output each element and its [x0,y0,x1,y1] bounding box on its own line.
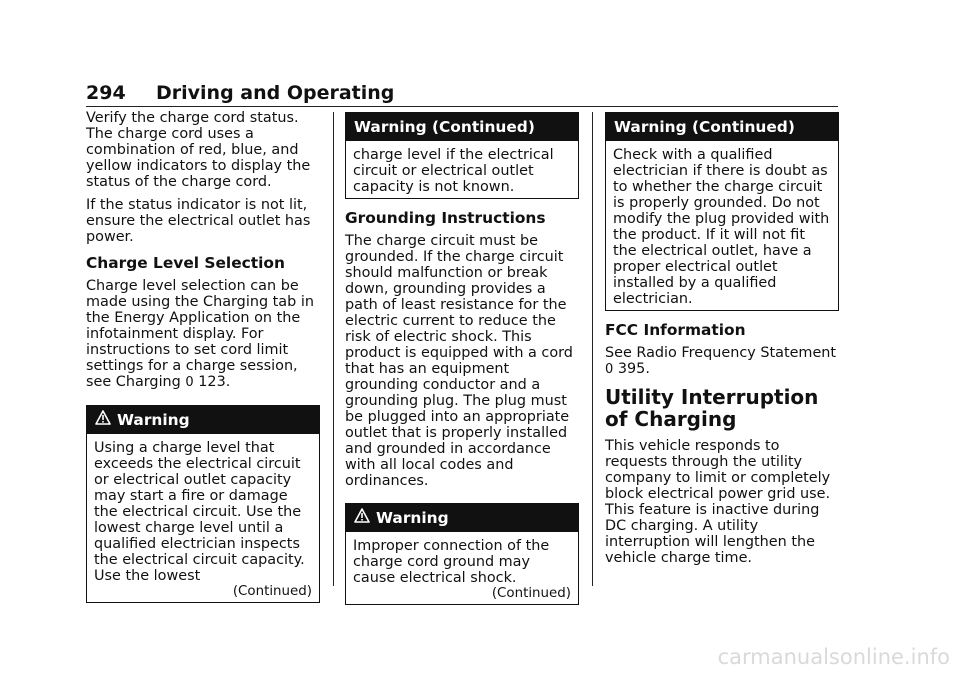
heading-grounding-instructions: Grounding Instructions [345,209,546,227]
paragraph-text: See Radio Frequency Statement [605,345,837,361]
page-number: 294 [86,82,126,104]
paragraph-fcc [605,345,839,378]
warning-header: Warning (Continued) [606,113,838,141]
paragraph-grounding: The charge circuit must be grounded. If the charge circuit should malfunction or break down, grounding provides a path of least resistance for the electric current to reduce the risk of electric shock. This product is equipped with a cord that has an equipment grounding conductor and a grounding plug. The plug must be plugged into an appropriate outlet that is properly installed and grounded in accordance with all local codes and ordinances. [345,233,573,489]
paragraph-utility: This vehicle responds to requests through the utility company to limit or completely block electrical power grid use. This feature is inactive during DC charging. A utility interruption will lengthen the vehicle charge time. [605,438,831,566]
warning-header [346,504,578,532]
page-ref-icon: 0 [605,362,614,377]
section-title: Driving and Operating [156,82,395,104]
page-header [86,82,838,107]
heading-charge-level-selection: Charge Level Selection [86,254,285,272]
warning-triangle-icon [95,406,111,434]
paragraph-charge-level [86,278,320,391]
warning-body [346,532,578,604]
page-ref-icon: 0 [185,375,194,390]
page-ref-link[interactable]: 123. [198,374,231,390]
warning-header: Warning (Continued) [346,113,578,141]
paragraph-status-indicator: If the status indicator is not lit, ensure the electrical outlet has power. [86,197,311,245]
column-divider [592,112,593,586]
paragraph-text: Charge level selection can be made using the Charging tab in the Energy Application on the infotainment display. For instructions to set cord limit settings for a charge session, see Charging [86,278,314,390]
column-2 [345,110,579,615]
watermark: carmanualsonline.info [717,645,950,669]
warning-continued-box [345,112,579,199]
heading-fcc-information: FCC Information [605,321,746,339]
warning-body: charge level if the electrical circuit or electrical outlet capacity is not known. [353,147,554,195]
column-1 [86,110,320,613]
warning-body: Check with a qualified electrician if there is doubt as to whether the charge circuit is properly grounded. Do not modify the plug provided with the product. If it will not fit the electrical outlet, have a proper electrical outlet installed by a qualified electrician. [613,147,830,307]
warning-header [87,406,319,434]
page-ref-link[interactable]: 395. [617,361,650,377]
warning-box [345,503,579,605]
warning-continued-box [605,112,839,311]
continued-label: (Continued) [232,584,312,599]
warning-triangle-icon [354,504,370,532]
warning-text: Using a charge level that exceeds the electrical circuit or electrical outlet capacity may start a fire or damage the electrical circuit. Use the lowest charge level until a qualified electrician inspects the electrical circuit capacity. Use the lowest [94,440,305,584]
heading-utility-interruption: Utility Interruption of Charging [605,385,819,431]
warning-box [86,405,320,603]
column-3 [605,110,839,573]
warning-label: Warning [376,509,449,527]
paragraph-cord-status: Verify the charge cord status. The charge cord uses a combination of red, blue, and yellow indicators to display the status of the charge cord. [86,110,311,190]
warning-text: Improper connection of the charge cord ground may cause electrical shock. [353,538,550,586]
warning-body [87,434,319,602]
continued-label: (Continued) [491,586,571,601]
warning-label: Warning [117,411,190,429]
column-divider [333,112,334,586]
